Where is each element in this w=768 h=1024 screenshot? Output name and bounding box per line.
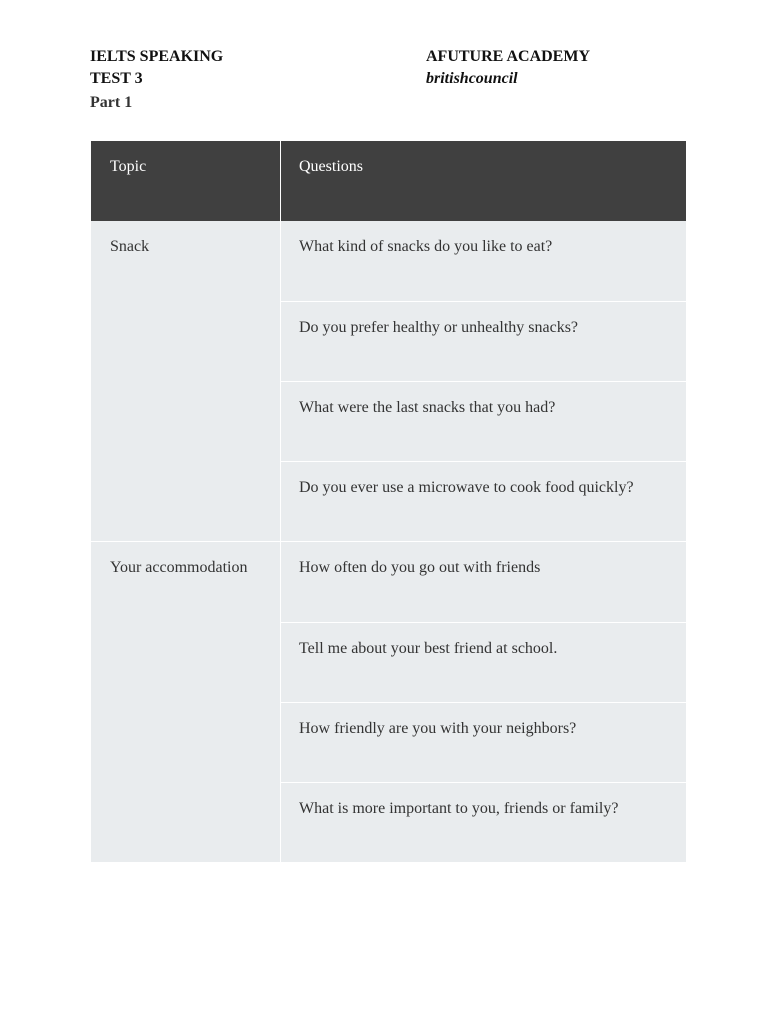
question-text: Tell me about your best friend at school.: [299, 640, 558, 657]
question-text: How friendly are you with your neighbors?: [299, 720, 577, 737]
organization-name: AFUTURE ACADEMY: [426, 48, 590, 65]
question-text: What kind of snacks do you like to eat?: [299, 238, 553, 255]
table-row: [281, 301, 686, 381]
organization-block: [426, 46, 686, 90]
topic-cell: [91, 542, 281, 862]
question-text: Do you prefer healthy or unhealthy snacks?: [299, 319, 579, 336]
table-row: [281, 702, 686, 782]
question-list: [281, 542, 686, 862]
topic-label: Snack: [110, 238, 150, 255]
table-body: [91, 221, 686, 862]
question-list: [281, 221, 686, 541]
test-title: IELTS SPEAKING: [90, 48, 224, 65]
part-label: Part 1: [90, 94, 133, 111]
topic-label: Your accommodation: [110, 559, 248, 576]
table-header: [91, 141, 686, 221]
table-row: [281, 542, 686, 622]
table-row: [281, 622, 686, 702]
table-row: [281, 221, 686, 301]
test-number: TEST 3: [90, 70, 143, 87]
questions-table: [91, 141, 686, 862]
topic-column-header: [91, 141, 281, 221]
organization-subtitle: britishcouncil: [426, 70, 518, 87]
test-title-block: [90, 46, 410, 111]
question-text: What were the last snacks that you had?: [299, 399, 556, 416]
topic-group-snack: [91, 221, 686, 541]
topic-cell: [91, 221, 281, 541]
table-row: [281, 461, 686, 541]
questions-header-label: Questions: [299, 158, 363, 175]
question-text: How often do you go out with friends: [299, 559, 541, 576]
question-text: What is more important to you, friends or family?: [299, 800, 619, 817]
table-row: [281, 782, 686, 862]
topic-group-accommodation: [91, 541, 686, 862]
table-row: [281, 381, 686, 461]
topic-header-label: Topic: [110, 158, 147, 175]
question-text: Do you ever use a microwave to cook food quickly?: [299, 479, 634, 496]
questions-column-header: [281, 141, 686, 221]
